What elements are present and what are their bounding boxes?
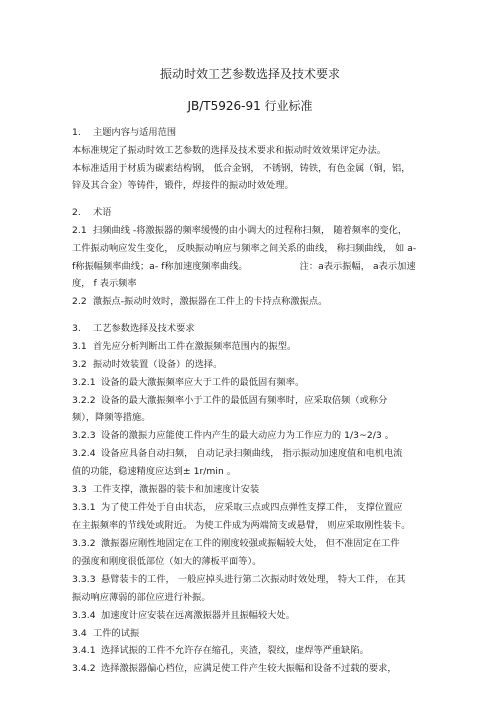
item-number: 2.1 <box>72 225 87 236</box>
clause-number: 3.3.3 <box>72 574 96 585</box>
paragraph-line: 本标准规定了振动时效工艺参数的选择及技术要求和振动时效效果评定办法。 <box>72 145 387 156</box>
clause-text: 为了使工件处于自由状态， 应采取三点或四点弹性支撑工件， 支撑位置应 <box>101 502 403 513</box>
clause-number: 3.3.1 <box>72 502 96 513</box>
clause-number: 3.1 <box>72 341 87 352</box>
clause-text: 设备应具备自动扫频， 自动记录扫频曲线， 指示振动加速度值和电机电流 <box>101 448 403 459</box>
clause-line <box>72 430 394 442</box>
clause-text: 值的功能，稳速精度应达到± 1r/min 。 <box>72 466 237 477</box>
clause-text: 工件的试振 <box>93 628 140 639</box>
clause-text: 设备的最大激振频率应大于工件的最低固有频率。 <box>101 377 305 388</box>
term-text: f称振幅频率曲线；a- f称加速度频率曲线。 <box>72 261 248 272</box>
clause-number: 3.2.2 <box>72 395 96 406</box>
clause-number: 3.4.1 <box>72 645 96 656</box>
clause-line <box>72 520 411 532</box>
clause-line <box>72 628 139 640</box>
paragraph-line <box>72 261 416 273</box>
clause-line <box>72 412 151 424</box>
clause-line <box>72 502 403 514</box>
clause-text: 频），降频等措施。 <box>72 412 151 423</box>
standard-number: JB/T5926-91 行业标准 <box>187 99 313 113</box>
clause-number: 3.2.3 <box>72 430 96 441</box>
clause-line <box>72 395 387 407</box>
clause-line <box>72 538 400 550</box>
clause-text: 选择激振器偏心档位，应满足使工件产生较大振幅和设备不过载的要求， <box>101 663 397 674</box>
section-number: 3. <box>72 323 81 334</box>
section-2-heading <box>72 207 111 219</box>
clause-line <box>72 466 236 478</box>
clause-number: 3.4 <box>72 628 87 639</box>
clause-number: 3.2.4 <box>72 448 96 459</box>
clause-number: 3.2.1 <box>72 377 96 388</box>
section-title: 主题内容与适用范围 <box>93 127 177 138</box>
clause-line <box>72 645 369 657</box>
term-text: 扫频曲线 -将激振器的频率缓慢的由小调大的过程称扫频， 随着频率的变化， <box>93 225 408 236</box>
clause-line <box>72 359 222 371</box>
clause-line <box>72 556 261 568</box>
clause-line <box>72 341 296 353</box>
section-number: 1. <box>72 127 81 138</box>
clause-text: 在主振频率的节线处或附近。 为使工件成为两端简支或悬臂， 则应采取刚性装卡。 <box>72 520 411 531</box>
clause-text: 振动时效装置（设备）的选择。 <box>93 359 223 370</box>
clause-text: 选择试振的工件不允许存在缩孔，夹渣，裂纹，虚焊等严重缺陷。 <box>101 645 369 656</box>
clause-text: 加速度计应安装在远离激振器并且振幅较大处。 <box>101 610 295 621</box>
term-note: 注：a表示振幅， a表示加速 <box>299 261 416 272</box>
paragraph-line: 本标准适用于材质为碳素结构钢， 低合金钢， 不锈钢，铸铁，有色金属（铜，铝， <box>72 163 411 174</box>
clause-text: 设备的最大激振频率小于工件的最低固有频率时，应采取倍频（或称分 <box>101 395 388 406</box>
clause-line <box>72 448 403 460</box>
clause-number: 3.3.2 <box>72 538 96 549</box>
clause-text: 工件支撑，激振器的装卡和加速度计安装 <box>93 484 260 495</box>
term-line <box>72 296 327 308</box>
clause-line <box>72 574 406 586</box>
clause-text: 首先应分析判断出工件在激振频率范围内的振型。 <box>93 341 297 352</box>
clause-number: 3.3.4 <box>72 610 96 621</box>
clause-line <box>72 663 397 675</box>
section-number: 2. <box>72 207 81 218</box>
clause-number: 3.2 <box>72 359 87 370</box>
clause-line <box>72 484 259 496</box>
paragraph-line: 锌及其合金）等铸件，锻件，焊接件的振动时效处理。 <box>72 180 294 191</box>
clause-text: 的强度和刚度很低部位（如大的薄板平面等）。 <box>72 556 262 567</box>
clause-text: 悬臂装卡的工件， 一般应掉头进行第二次振动时效处理， 特大工件， 在其 <box>101 574 406 585</box>
clause-text: 激振器应刚性地固定在工件的刚度较强或振幅较大处， 但不准固定在工件 <box>101 538 400 549</box>
paragraph-line: 度， f 表示频率 <box>72 278 137 289</box>
clause-number: 3.4.2 <box>72 663 96 674</box>
paragraph-line: 工件振动响应发生变化， 反映振动响应与频率之间关系的曲线， 称扫频曲线， 如 a- <box>72 243 417 254</box>
clause-text: 设备的激振力应能使工件内产生的最大动应力为工作应力的 1/3~2/3 。 <box>101 430 394 441</box>
clause-number: 3.3 <box>72 484 87 495</box>
clause-line <box>72 610 295 622</box>
section-title: 术语 <box>93 207 112 218</box>
clause-text: 振动响应薄弱的部位应进行补振。 <box>72 592 211 603</box>
term-text: 激振点-振动时效时，激振器在工件上的卡持点称激振点。 <box>93 296 328 307</box>
document-title: 振动时效工艺参数选择及技术要求 <box>159 67 340 81</box>
section-3-heading <box>72 323 195 335</box>
clause-line <box>72 592 211 604</box>
term-line <box>72 225 407 237</box>
section-1-heading <box>72 127 176 139</box>
item-number: 2.2 <box>72 296 87 307</box>
section-title: 工艺参数选择及技术要求 <box>93 323 195 334</box>
clause-line <box>72 377 304 389</box>
